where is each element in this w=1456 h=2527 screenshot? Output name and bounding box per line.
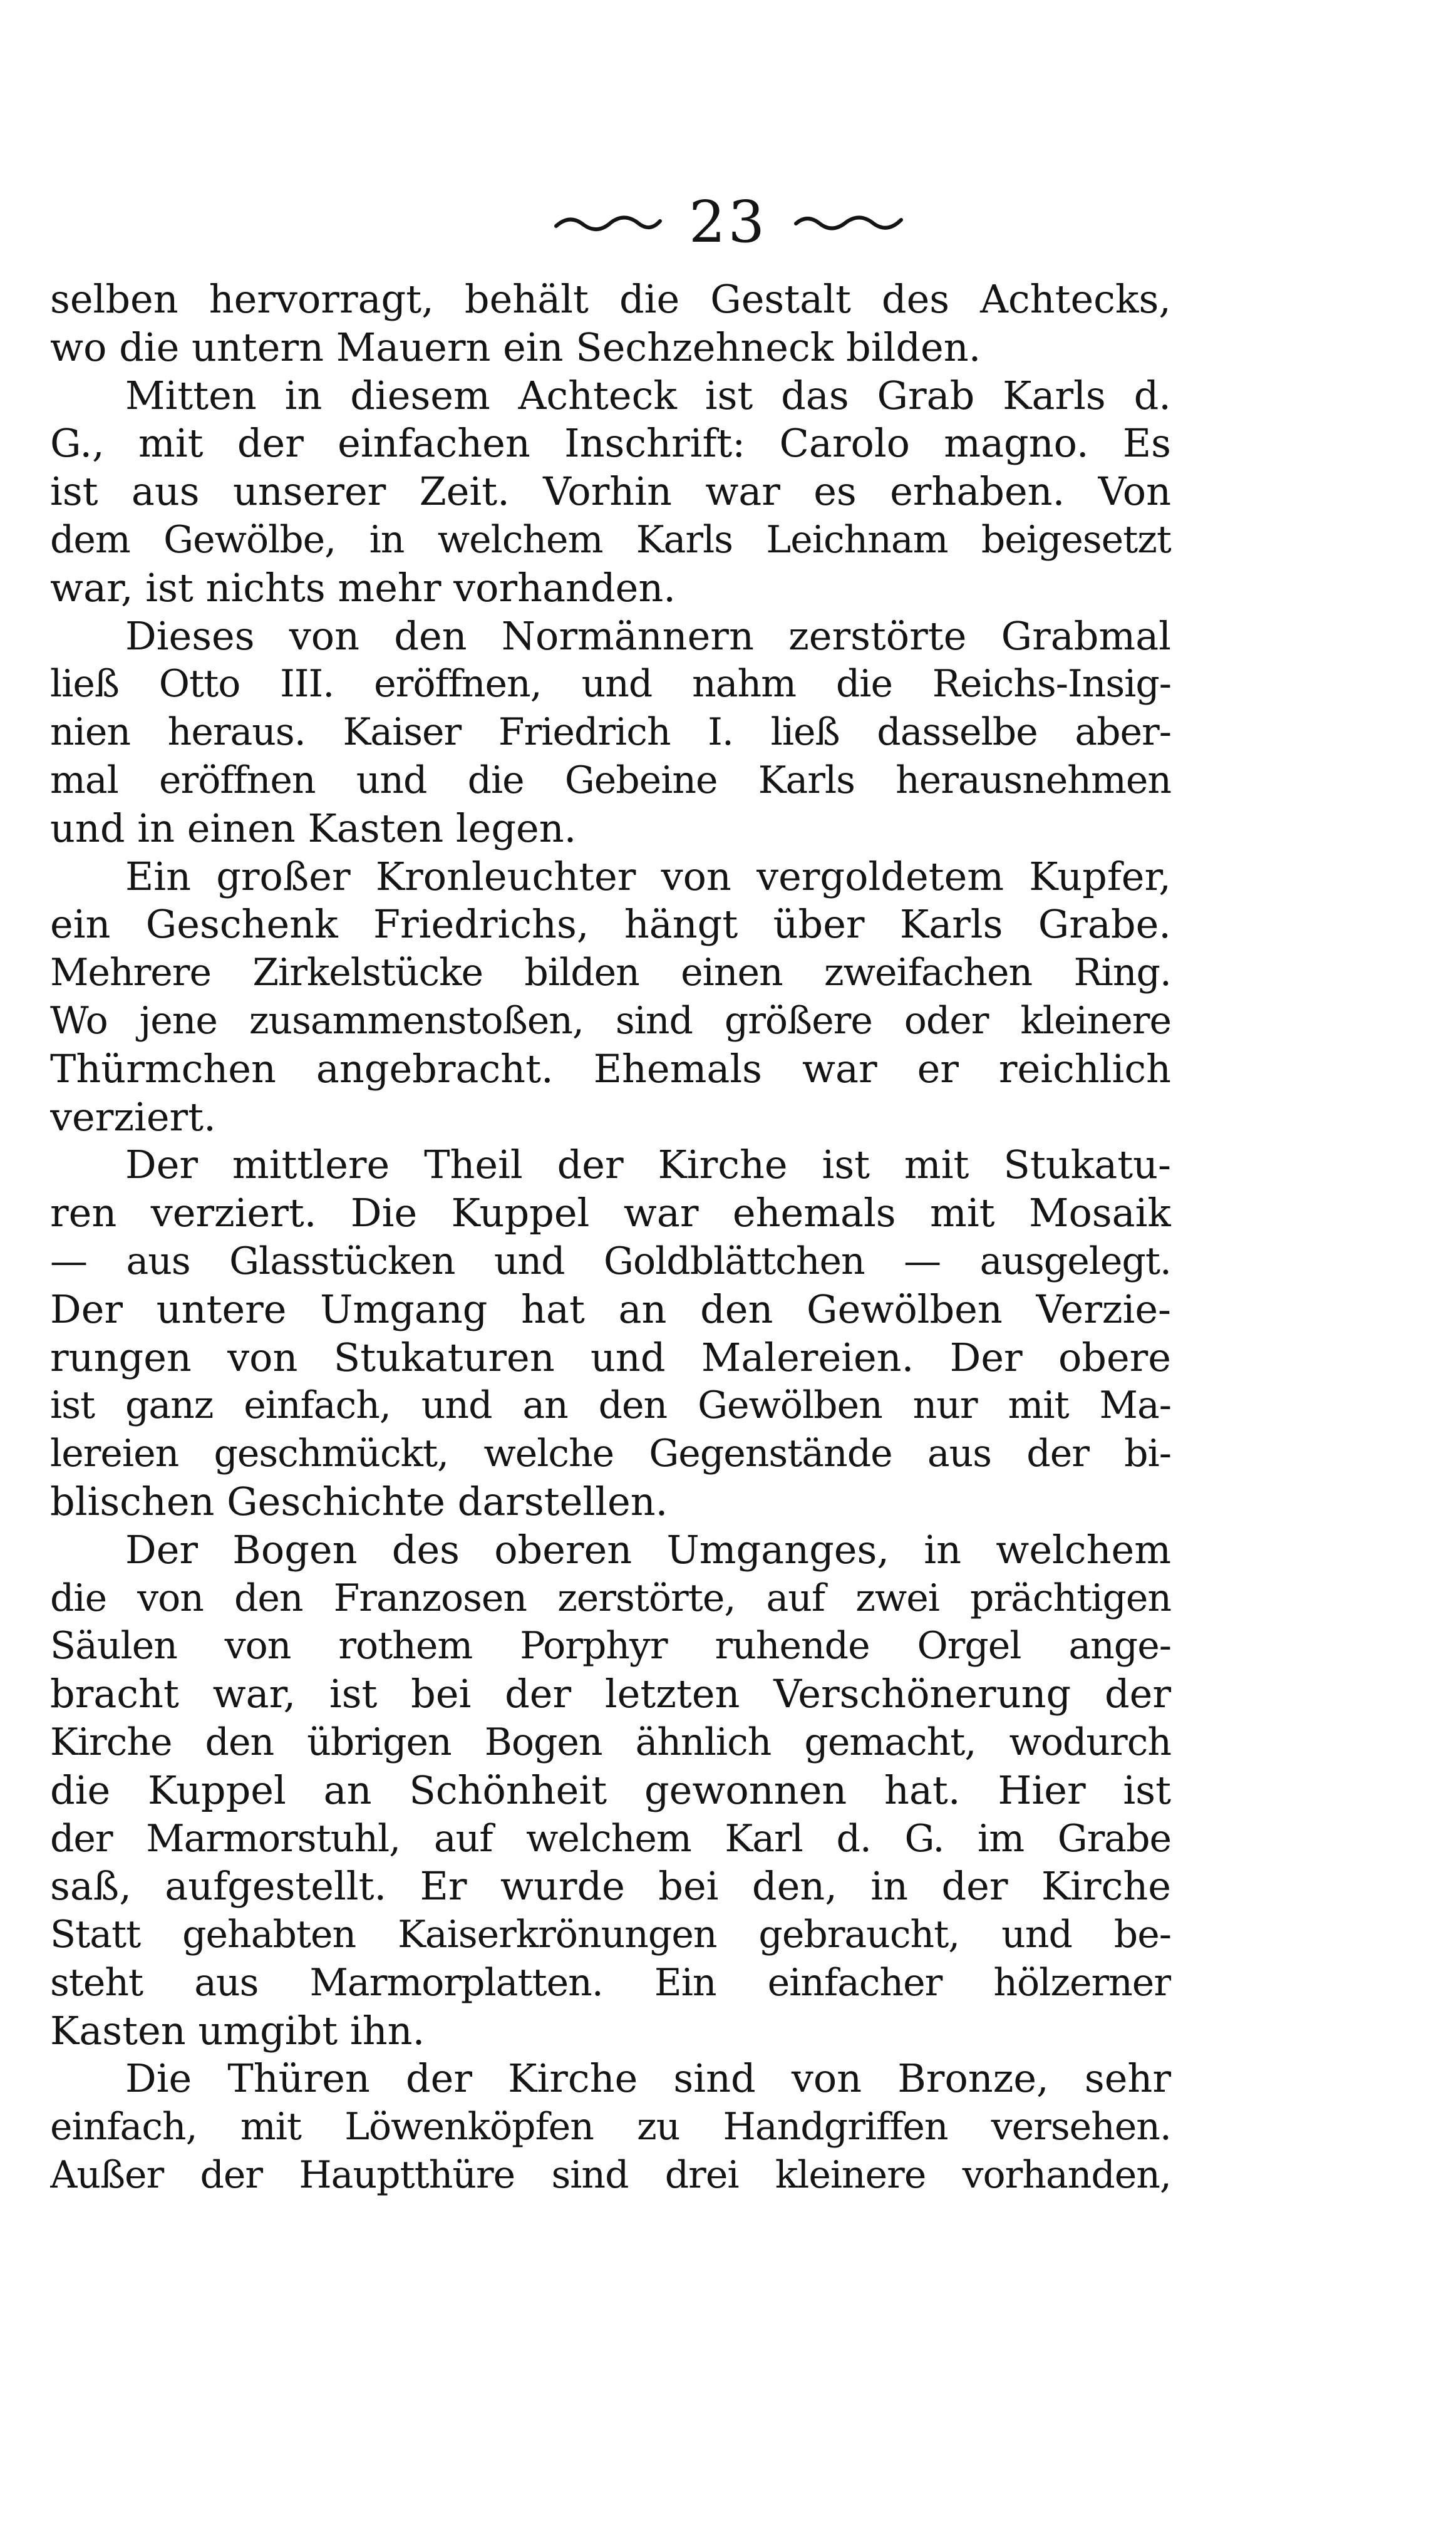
text-line: mal eröffnen und die Gebeine Karls herausnehmen (50, 758, 1171, 802)
text-line: Ein großer Kronleuchter von vergoldetem Kupfer, (125, 853, 1171, 899)
text-line: Die Thüren der Kirche sind von Bronze, sehr (125, 2055, 1171, 2102)
text-line: ren verziert. Die Kuppel war ehemals mit Mosaik (50, 1190, 1171, 1236)
text-line: ein Geschenk Friedrichs, hängt über Karls Grabe. (50, 901, 1171, 948)
text-line: dem Gewölbe, in welchem Karls Leichnam beigesetzt (50, 517, 1171, 562)
text-line: die von den Franzosen zerstörte, auf zwei prächtigen (50, 1576, 1171, 1620)
text-line: war, ist nichts mehr vorhanden. (50, 564, 676, 611)
text-line: — aus Glasstücken und Goldblättchen — ausgelegt. (50, 1239, 1171, 1283)
text-line: bracht war, ist bei der letzten Verschönerung der (50, 1671, 1171, 1717)
text-line: ist ganz einfach, und an den Gewölben nur mit Ma- (50, 1383, 1171, 1428)
text-line: Kasten umgibt ihn. (50, 2007, 425, 2054)
text-line: Säulen von rothem Porphyr ruhende Orgel ange- (50, 1624, 1171, 1668)
text-line: rungen von Stukaturen und Malereien. Der obere (50, 1334, 1171, 1380)
text-line: nien heraus. Kaiser Friedrich I. ließ dasselbe aber- (50, 710, 1171, 755)
text-line: Der mittlere Theil der Kirche ist mit Stukatu- (125, 1142, 1171, 1188)
text-line: blischen Geschichte darstellen. (50, 1478, 668, 1524)
text-line: Mitten in diesem Achteck ist das Grab Karls d. (125, 372, 1171, 418)
text-line: Der Bogen des oberen Umganges, in welchem (125, 1526, 1171, 1573)
text-line: Thürmchen angebracht. Ehemals war er reichlich (50, 1045, 1171, 1092)
text-line: Dieses von den Normännern zerstörte Grabmal (125, 612, 1171, 659)
text-line: Kirche den übrigen Bogen ähnlich gemacht, wodurch (50, 1720, 1171, 1764)
text-line: ließ Otto III. eröffnen, und nahm die Reichs-Insig- (50, 662, 1171, 706)
text-line: Der untere Umgang hat an den Gewölben Verzie- (50, 1286, 1171, 1332)
page-header (0, 188, 1456, 257)
text-line: wo die untern Mauern ein Sechzehneck bilden. (50, 324, 981, 370)
right-ornament (792, 210, 905, 235)
text-line: Mehrere Zirkelstücke bilden einen zweifachen Ring. (50, 951, 1171, 995)
text-line: Statt gehabten Kaiserkrönungen gebraucht, und be- (50, 1913, 1171, 1957)
text-line: lereien geschmückt, welche Gegenstände aus der bi- (50, 1432, 1171, 1476)
page-number: 23 (688, 189, 768, 256)
text-line: G., mit der einfachen Inschrift: Carolo magno. Es (50, 420, 1171, 467)
text-line: einfach, mit Löwenköpfen zu Handgriffen versehen. (50, 2105, 1171, 2149)
text-line: verziert. (50, 1093, 216, 1140)
text-line: steht aus Marmorplatten. Ein einfacher hölzerner (50, 1960, 1171, 2005)
text-line: der Marmorstuhl, auf welchem Karl d. G. im Grabe (50, 1816, 1171, 1861)
text-line: die Kuppel an Schönheit gewonnen hat. Hier ist (50, 1767, 1171, 1813)
text-line: ist aus unserer Zeit. Vorhin war es erhaben. Von (50, 468, 1171, 515)
text-line: saß, aufgestellt. Er wurde bei den, in der Kirche (50, 1863, 1171, 1909)
text-line: Außer der Hauptthüre sind drei kleinere vorhanden, (50, 2153, 1171, 2198)
left-ornament (551, 210, 664, 235)
text-line: selben hervorragt, behält die Gestalt des Achtecks, (50, 276, 1171, 322)
text-line: Wo jene zusammenstoßen, sind größere oder kleinere (50, 998, 1171, 1043)
text-line: und in einen Kasten legen. (50, 805, 577, 851)
body-text (50, 276, 1171, 2199)
